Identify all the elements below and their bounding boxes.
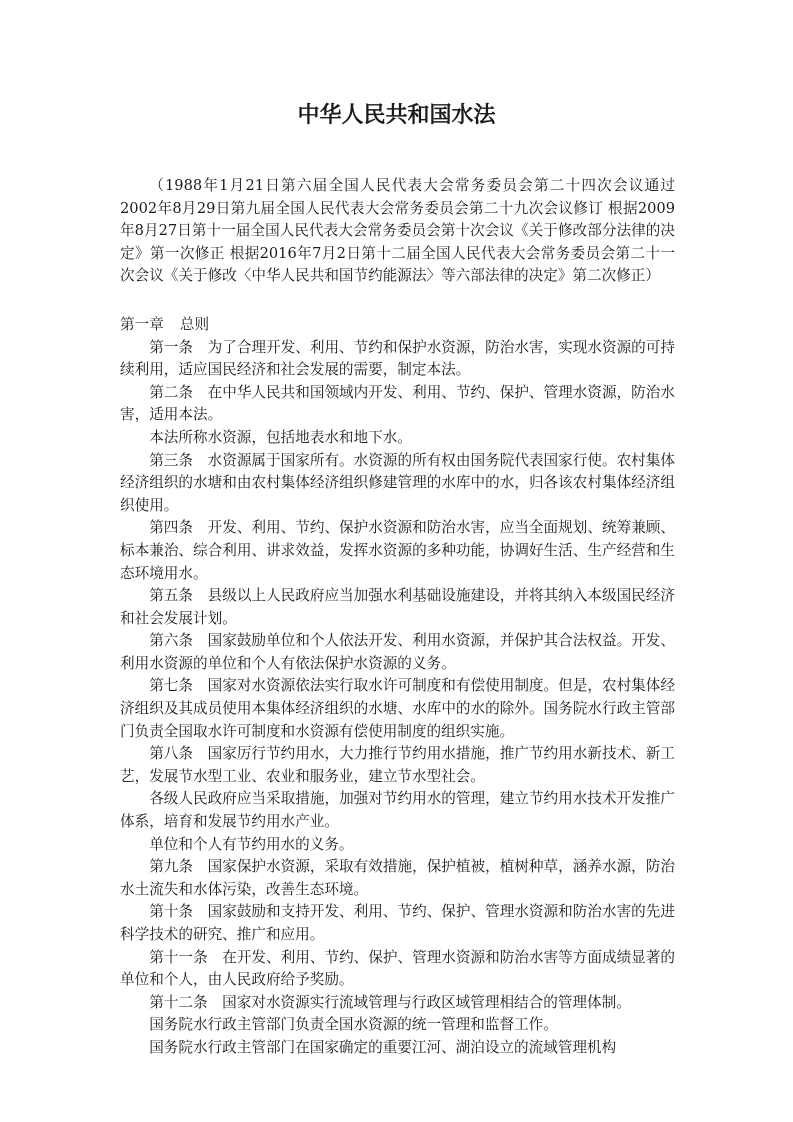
- article-paragraph: [120, 450, 675, 518]
- chapter-title: 总则: [179, 315, 210, 333]
- preface-note: （1988年1月21日第六届全国人民代表大会常务委员会第二十四次会议通过 2002年8月29日第九届全国人民代表大会常务委员会第二十九次会议修订 根据2009年8月27日第十一届全国人民代表大会常务委员会第十次会议《关于修改部分法律的决定》第一次修正 根据2016年7月2日第十二届全国人民代表大会常务委员会第二十一次会议《关于修改〈中华人民共和国节约能源法〉等六部法律的决定》第二次修正）: [120, 177, 675, 285]
- article-text: 各级人民政府应当采取措施，加强对节约用水的管理，建立节约用水技术开发推广体系，培育和发展节约用水产业。: [120, 790, 675, 831]
- article-text: 单位和个人有节约用水的义务。: [149, 835, 354, 853]
- article-label: 第九条: [149, 858, 194, 876]
- article-text: 国家鼓励和支持开发、利用、节约、保护、管理水资源和防治水害的先进科学技术的研究、推广和应用。: [120, 903, 675, 943]
- article-list: [120, 337, 675, 1060]
- article-label: 第二条: [149, 383, 194, 401]
- article-paragraph: [120, 992, 675, 1015]
- article-paragraph: [120, 630, 675, 675]
- article-label: 第一条: [149, 338, 194, 356]
- article-label: 第四条: [149, 519, 194, 537]
- article-label: 第七条: [149, 677, 194, 695]
- article-text: 国家对水资源依法实行取水许可制度和有偿使用制度。但是，农村集体经济组织及其成员使用本集体经济组织的水塘、水库中的水的除外。国务院水行政主管部门负责全国取水许可制度和水资源有偿使用制度的组织实施。: [120, 677, 675, 740]
- article-paragraph: [120, 901, 675, 946]
- article-subparagraph: [120, 427, 675, 450]
- article-text: 国务院水行政主管部门负责全国水资源的统一管理和监督工作。: [149, 1016, 558, 1034]
- article-paragraph: [120, 856, 675, 901]
- article-subparagraph: [120, 834, 675, 857]
- article-paragraph: [120, 675, 675, 743]
- article-text: 国家保护水资源，采取有效措施，保护植被，植树种草，涵养水源，防治水土流失和水体污染，改善生态环境。: [120, 858, 675, 898]
- chapter-number: 第一章: [120, 315, 164, 333]
- document-body: [120, 175, 675, 1060]
- article-text: 国家鼓励单位和个人依法开发、利用水资源，并保护其合法权益。开发、利用水资源的单位和个人有依法保护水资源的义务。: [120, 632, 675, 672]
- article-label: 第十条: [149, 903, 194, 921]
- article-paragraph: [120, 585, 675, 630]
- article-text: 水资源属于国家所有。水资源的所有权由国务院代表国家行使。农村集体经济组织的水塘和由农村集体经济组织修建管理的水库中的水，归各该农村集体经济组织使用。: [120, 451, 675, 514]
- article-subparagraph: [120, 788, 675, 833]
- article-paragraph: [120, 517, 675, 585]
- document-title: 中华人民共和国水法: [297, 103, 496, 128]
- article-text: 开发、利用、节约、保护水资源和防治水害，应当全面规划、统筹兼顾、标本兼治、综合利用、讲求效益，发挥水资源的多种功能，协调好生活、生产经营和生态环境用水。: [120, 519, 675, 582]
- article-text: 国务院水行政主管部门在国家确定的重要江河、湖泊设立的流域管理机构: [149, 1038, 617, 1056]
- article-text: 在开发、利用、节约、保护、管理水资源和防治水害等方面成绩显著的单位和个人，由人民政府给予奖励。: [120, 948, 675, 989]
- article-label: 第三条: [149, 451, 194, 469]
- spacer: [120, 288, 675, 314]
- article-subparagraph: [120, 1037, 675, 1060]
- article-text: 县级以上人民政府应当加强水利基础设施建设，并将其纳入本级国民经济和社会发展计划。: [120, 587, 675, 627]
- article-label: 第六条: [149, 632, 194, 650]
- article-text: 国家厉行节约用水，大力推行节约用水措施，推广节约用水新技术、新工艺，发展节水型工业、农业和服务业，建立节水型社会。: [120, 745, 675, 785]
- article-paragraph: [120, 337, 675, 382]
- article-label: 第十二条: [149, 993, 208, 1011]
- article-text: 为了合理开发、利用、节约和保护水资源，防治水害，实现水资源的可持续利用，适应国民经济和社会发展的需要，制定本法。: [120, 338, 675, 379]
- article-text: 国家对水资源实行流域管理与行政区域管理相结合的管理体制。: [222, 993, 631, 1011]
- article-paragraph: [120, 743, 675, 788]
- chapter-heading: [120, 314, 675, 337]
- article-label: 第五条: [149, 587, 194, 605]
- article-paragraph: [120, 947, 675, 992]
- article-label: 第十一条: [149, 948, 208, 966]
- article-paragraph: [120, 382, 675, 427]
- article-subparagraph: [120, 1014, 675, 1037]
- article-text: 在中华人民共和国领域内开发、利用、节约、保护、管理水资源，防治水害，适用本法。: [120, 383, 675, 424]
- article-label: 第八条: [149, 745, 194, 763]
- article-text: 本法所称水资源，包括地表水和地下水。: [149, 428, 412, 446]
